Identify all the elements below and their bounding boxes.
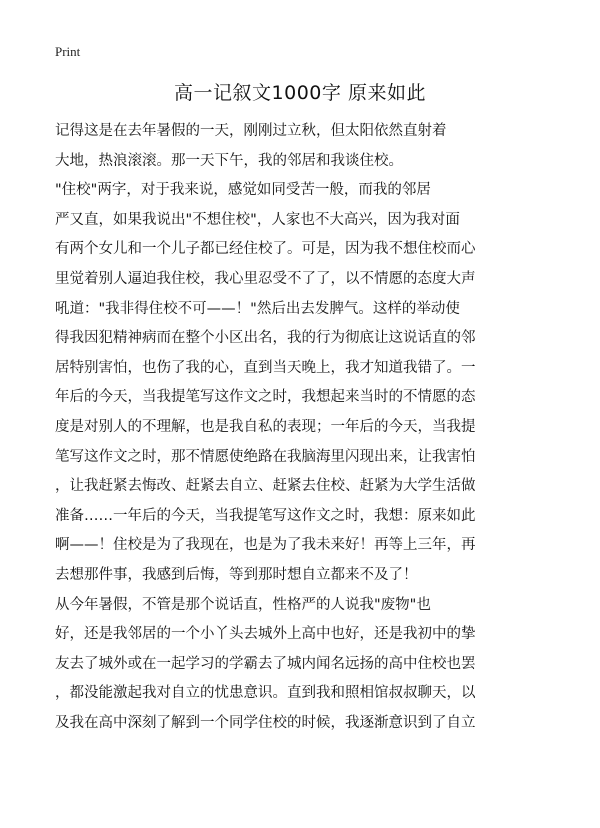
text-line: 有两个女儿和一个儿子都已经住校了。可是，因为我不想住校而心 (55, 241, 476, 258)
text-line: 年后的今天，当我提笔写这作文之时，我想起来当时的不情愿的态 (55, 389, 476, 406)
text-line: 从今年暑假，不管是那个说话直，性格严的人说我"废物"也 (55, 596, 431, 613)
text-line: 大地，热浪滚滚。那一天下午，我的邻居和我谈住校。 (55, 152, 403, 169)
text-line: 居特别害怕，也伤了我的心，直到当天晚上，我才知道我错了。一 (55, 359, 476, 376)
text-line: 度是对别人的不理解，也是我自私的表现；一年后的今天，当我提 (55, 418, 476, 435)
text-line: 记得这是在去年暑假的一天，刚刚过立秋，但太阳依然直射着 (55, 123, 447, 139)
text-line: 严又直，如果我说出"不想住校"，人家也不大高兴，因为我对面 (55, 211, 460, 228)
text-line: 笔写这作文之时，那不情愿使绝路在我脑海里闪现出来，让我害怕 (55, 448, 476, 465)
text-line: 及我在高中深刻了解到一个同学住校的时候，我逐渐意识到了自立 (55, 714, 476, 731)
text-line: ，都没能激起我对自立的忧患意识。直到我和照相馆叔叔聊天，以 (55, 685, 476, 702)
print-link[interactable]: Print (55, 44, 81, 59)
text-line: 去想那件事，我感到后悔，等到那时想自立都来不及了！ (55, 566, 418, 583)
text-line: "住校"两字，对于我来说，感觉如同受苦一般，而我的邻居 (55, 182, 431, 199)
text-line: 啊——！住校是为了我现在，也是为了我未来好！再等上三年，再 (55, 537, 476, 554)
text-line: 友去了城外或在一起学习的学霸去了城内闻名远扬的高中住校也罢 (55, 655, 476, 672)
text-line: 里觉着别人逼迫我住校，我心里忍受不了了，以不情愿的态度大声 (55, 270, 476, 287)
article-title: 高一记叙文1000字 原来如此 (174, 82, 426, 104)
text-line: 好，还是我邻居的一个小丫头去城外上高中也好，还是我初中的挚 (55, 626, 476, 643)
text-line: 吼道："我非得住校不可——！"然后出去发脾气。这样的举动使 (55, 300, 460, 317)
article-body (55, 117, 560, 738)
text-line: 得我因犯精神病而在整个小区出名，我的行为彻底让这说话直的邻 (55, 330, 476, 347)
text-line: 准备……一年后的今天，当我提笔写这作文之时，我想：原来如此 (55, 507, 476, 524)
text-line: ，让我赶紧去悔改、赶紧去自立、赶紧去住校、赶紧为大学生活做 (55, 478, 476, 495)
